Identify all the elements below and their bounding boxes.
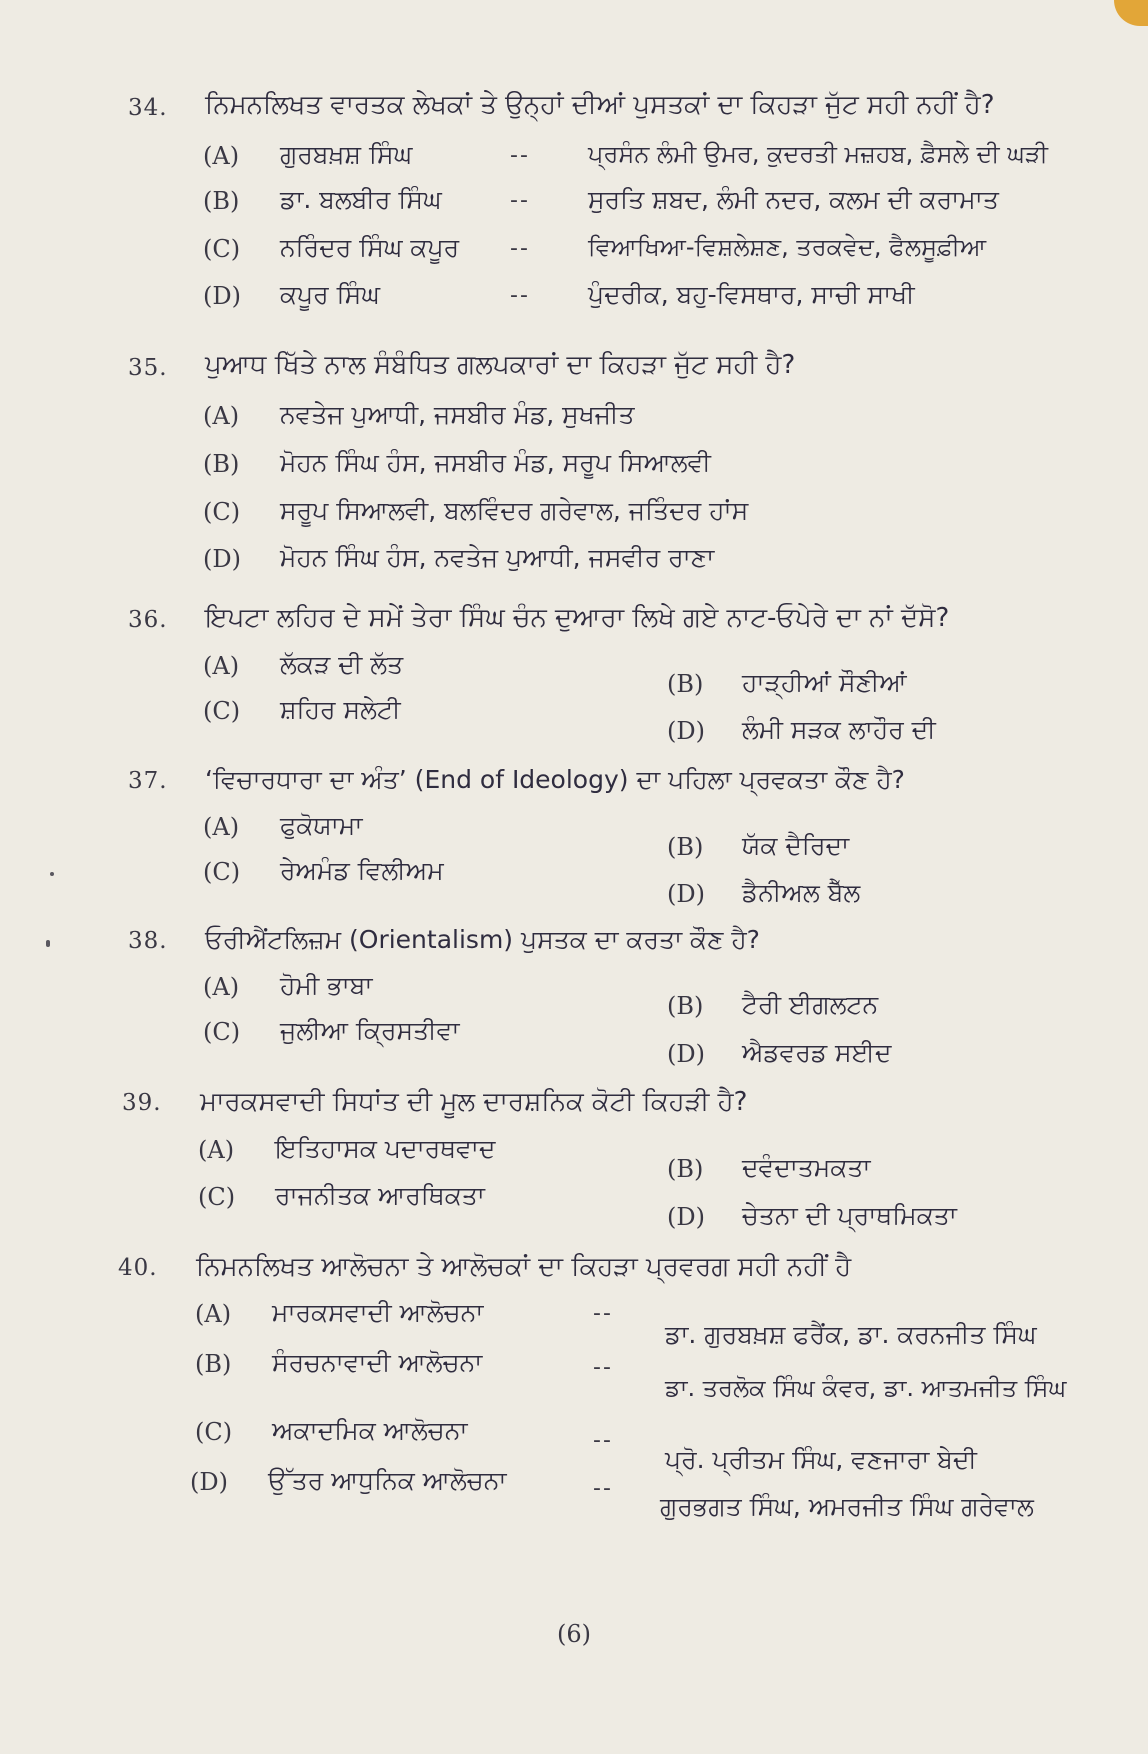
option-b-text: ਹਾੜ੍ਹੀਆਂ ਸੌਣੀਆਂ xyxy=(742,668,907,697)
option-criticism-type: ਸੰਰਚਨਾਵਾਦੀ ਆਲੋਚਨਾ xyxy=(272,1348,483,1377)
option-b-text: ਦਵੰਦਾਤਮਕਤਾ xyxy=(742,1153,871,1182)
option-critics: ਗੁਰਭਗਤ ਸਿੰਘ, ਅਮਰਜੀਤ ਸਿੰਘ ਗਰੇਵਾਲ xyxy=(660,1492,1034,1521)
option-author: ਨਰਿੰਦਰ ਸਿੰਘ ਕਪੂਰ xyxy=(280,233,460,262)
option-dash: -- xyxy=(593,1428,613,1453)
option-label: (A) xyxy=(203,652,240,680)
question-text: ਮਾਰਕਸਵਾਦੀ ਸਿਧਾਂਤ ਦੀ ਮੂਲ ਦਾਰਸ਼ਨਿਕ ਕੋਟੀ ਕਿਹੜੀ ਹੈ? xyxy=(200,1087,748,1117)
option-books: ਪ੍ਰਸੰਨ ਲੰਮੀ ਉਮਰ, ਕੁਦਰਤੀ ਮਜ਼ਹਬ, ਫ਼ੈਸਲੇ ਦੀ ਘੜੀ xyxy=(588,140,1048,168)
question-text: ‘ਵਿਚਾਰਧਾਰਾ ਦਾ ਅੰਤ’ (End of Ideology) ਦਾ ਪਹਿਲਾ ਪ੍ਰਵਕਤਾ ਕੌਣ ਹੈ? xyxy=(205,765,905,794)
option-label: (B) xyxy=(667,1155,704,1183)
question-number: 37. xyxy=(128,768,168,794)
option-criticism-type: ਅਕਾਦਮਿਕ ਆਲੋਚਨਾ xyxy=(272,1416,468,1445)
option-dash: -- xyxy=(510,188,530,213)
option-label: (A) xyxy=(203,813,240,841)
option-label: (D) xyxy=(667,1040,705,1068)
option-author: ਡਾ. ਬਲਬੀਰ ਸਿੰਘ xyxy=(280,185,442,214)
question-text: ਪੁਆਧ ਖਿੱਤੇ ਨਾਲ ਸੰਬੰਧਿਤ ਗਲਪਕਾਰਾਂ ਦਾ ਕਿਹੜਾ ਜੁੱਟ ਸਹੀ ਹੈ? xyxy=(205,350,796,380)
option-a-text: ਲੱਕੜ ਦੀ ਲੱਤ xyxy=(280,650,404,679)
option-dash: -- xyxy=(593,1301,613,1326)
option-a-text: ਨਵਤੇਜ ਪੁਆਧੀ, ਜਸਬੀਰ ਮੰਡ, ਸੁਖਜੀਤ xyxy=(280,400,635,429)
option-label: (C) xyxy=(203,235,241,263)
option-label: (A) xyxy=(198,1136,235,1164)
option-author: ਗੁਰਬਖ਼ਸ਼ ਸਿੰਘ xyxy=(280,140,413,169)
option-label: (C) xyxy=(203,498,241,526)
option-label: (D) xyxy=(203,545,241,573)
page-number: (6) xyxy=(557,1620,591,1648)
question-number: 36. xyxy=(128,607,168,633)
question-number: 38. xyxy=(128,928,168,954)
option-c-text: ਰੇਅਮੰਡ ਵਿਲੀਅਮ xyxy=(280,856,444,885)
option-label: (D) xyxy=(667,717,705,745)
option-dash: -- xyxy=(510,143,530,168)
margin-mark xyxy=(50,872,54,876)
option-label: (B) xyxy=(667,992,704,1020)
option-label: (D) xyxy=(190,1468,228,1496)
question-text: ਨਿਮਨਲਿਖਤ ਆਲੋਚਨਾ ਤੇ ਆਲੋਚਕਾਂ ਦਾ ਕਿਹੜਾ ਪ੍ਰਵਰਗ ਸਹੀ ਨਹੀਂ ਹੈ xyxy=(196,1252,852,1282)
option-d-text: ਚੇਤਨਾ ਦੀ ਪ੍ਰਾਥਮਿਕਤਾ xyxy=(742,1201,957,1230)
question-text: ਓਰੀਐਂਟਲਿਜ਼ਮ (Orientalism) ਪੁਸਤਕ ਦਾ ਕਰਤਾ ਕੌਣ ਹੈ? xyxy=(205,925,760,954)
option-a-text: ਹੋਮੀ ਭਾਬਾ xyxy=(280,971,373,1000)
option-label: (D) xyxy=(203,282,241,310)
option-d-text: ਐਡਵਰਡ ਸਈਦ xyxy=(742,1038,892,1067)
option-a-text: ਫੁਕੋਯਾਮਾ xyxy=(280,811,363,840)
option-d-text: ਮੋਹਨ ਸਿੰਘ ਹੰਸ, ਨਵਤੇਜ ਪੁਆਧੀ, ਜਸਵੀਰ ਰਾਣਾ xyxy=(280,543,715,572)
page-corner-fold xyxy=(1114,0,1148,26)
option-label: (D) xyxy=(667,1203,705,1231)
option-label: (C) xyxy=(195,1418,233,1446)
option-critics: ਡਾ. ਗੁਰਬਖ਼ਸ਼ ਫਰੈਂਕ, ਡਾ. ਕਰਨਜੀਤ ਸਿੰਘ xyxy=(665,1320,1037,1349)
option-d-text: ਲੰਮੀ ਸੜਕ ਲਾਹੌਰ ਦੀ xyxy=(742,715,936,744)
option-label: (B) xyxy=(203,187,240,215)
option-c-text: ਰਾਜਨੀਤਕ ਆਰਥਿਕਤਾ xyxy=(275,1181,485,1210)
option-label: (C) xyxy=(203,697,241,725)
option-label: (B) xyxy=(667,833,704,861)
option-dash: -- xyxy=(510,236,530,261)
option-dash: -- xyxy=(593,1355,613,1380)
question-number: 39. xyxy=(122,1090,162,1116)
option-dash: -- xyxy=(510,283,530,308)
option-label: (B) xyxy=(667,670,704,698)
option-books: ਸੁਰਤਿ ਸ਼ਬਦ, ਲੰਮੀ ਨਦਰ, ਕਲਮ ਦੀ ਕਰਾਮਾਤ xyxy=(588,185,999,214)
option-c-text: ਜੁਲੀਆ ਕ੍ਰਿਸਤੀਵਾ xyxy=(280,1016,460,1045)
question-text: ਨਿਮਨਲਿਖਤ ਵਾਰਤਕ ਲੇਖਕਾਂ ਤੇ ਉਨ੍ਹਾਂ ਦੀਆਂ ਪੁਸਤਕਾਂ ਦਾ ਕਿਹੜਾ ਜੁੱਟ ਸਹੀ ਨਹੀਂ ਹੈ? xyxy=(205,90,995,120)
option-label: (B) xyxy=(203,450,240,478)
margin-mark xyxy=(46,940,50,947)
option-c-text: ਸ਼ਹਿਰ ਸਲੇਟੀ xyxy=(280,695,401,724)
option-b-text: ਮੋਹਨ ਸਿੰਘ ਹੰਸ, ਜਸਬੀਰ ਮੰਡ, ਸਰੂਪ ਸਿਆਲਵੀ xyxy=(280,448,711,477)
option-label: (A) xyxy=(203,973,240,1001)
option-label: (C) xyxy=(203,858,241,886)
option-label: (D) xyxy=(667,880,705,908)
option-b-text: ਟੈਰੀ ਈਗਲਟਨ xyxy=(742,990,879,1019)
option-critics: ਡਾ. ਤਰਲੋਕ ਸਿੰਘ ਕੰਵਰ, ਡਾ. ਆਤਮਜੀਤ ਸਿੰਘ xyxy=(665,1374,1067,1402)
option-d-text: ਡੈਨੀਅਲ ਬੈੱਲ xyxy=(742,878,861,907)
option-label: (A) xyxy=(203,402,240,430)
option-b-text: ਯੱਕ ਦੈਰਿਦਾ xyxy=(742,831,850,860)
option-a-text: ਇਤਿਹਾਸਕ ਪਦਾਰਥਵਾਦ xyxy=(275,1134,496,1163)
option-label: (C) xyxy=(198,1183,236,1211)
option-label: (A) xyxy=(195,1300,232,1328)
question-number: 40. xyxy=(118,1255,158,1281)
option-label: (A) xyxy=(203,142,240,170)
option-c-text: ਸਰੂਪ ਸਿਆਲਵੀ, ਬਲਵਿੰਦਰ ਗਰੇਵਾਲ, ਜਤਿੰਦਰ ਹਾਂਸ xyxy=(280,496,749,525)
option-critics: ਪ੍ਰੋ. ਪ੍ਰੀਤਮ ਸਿੰਘ, ਵਣਜਾਰਾ ਬੇਦੀ xyxy=(665,1445,977,1474)
option-criticism-type: ਮਾਰਕਸਵਾਦੀ ਆਲੋਚਨਾ xyxy=(272,1298,484,1327)
option-books: ਪੁੰਦਰੀਕ, ਬਹੁ-ਵਿਸਥਾਰ, ਸਾਚੀ ਸਾਖੀ xyxy=(588,280,915,309)
option-label: (B) xyxy=(195,1350,232,1378)
option-books: ਵਿਆਖਿਆ-ਵਿਸ਼ਲੇਸ਼ਣ, ਤਰਕਵੇਦ, ਫੈਲਸੂਫ਼ੀਆ xyxy=(588,233,987,261)
question-text: ਇਪਟਾ ਲਹਿਰ ਦੇ ਸਮੇਂ ਤੇਰਾ ਸਿੰਘ ਚੰਨ ਦੁਆਰਾ ਲਿਖੇ ਗਏ ਨਾਟ-ਓਪੇਰੇ ਦਾ ਨਾਂ ਦੱਸੋ? xyxy=(205,603,950,633)
option-author: ਕਪੂਰ ਸਿੰਘ xyxy=(280,280,380,309)
question-number: 35. xyxy=(128,355,168,381)
option-dash: -- xyxy=(593,1476,613,1501)
option-label: (C) xyxy=(203,1018,241,1046)
option-criticism-type: ਉੱਤਰ ਆਧੁਨਿਕ ਆਲੋਚਨਾ xyxy=(268,1466,507,1495)
question-number: 34. xyxy=(128,95,168,121)
